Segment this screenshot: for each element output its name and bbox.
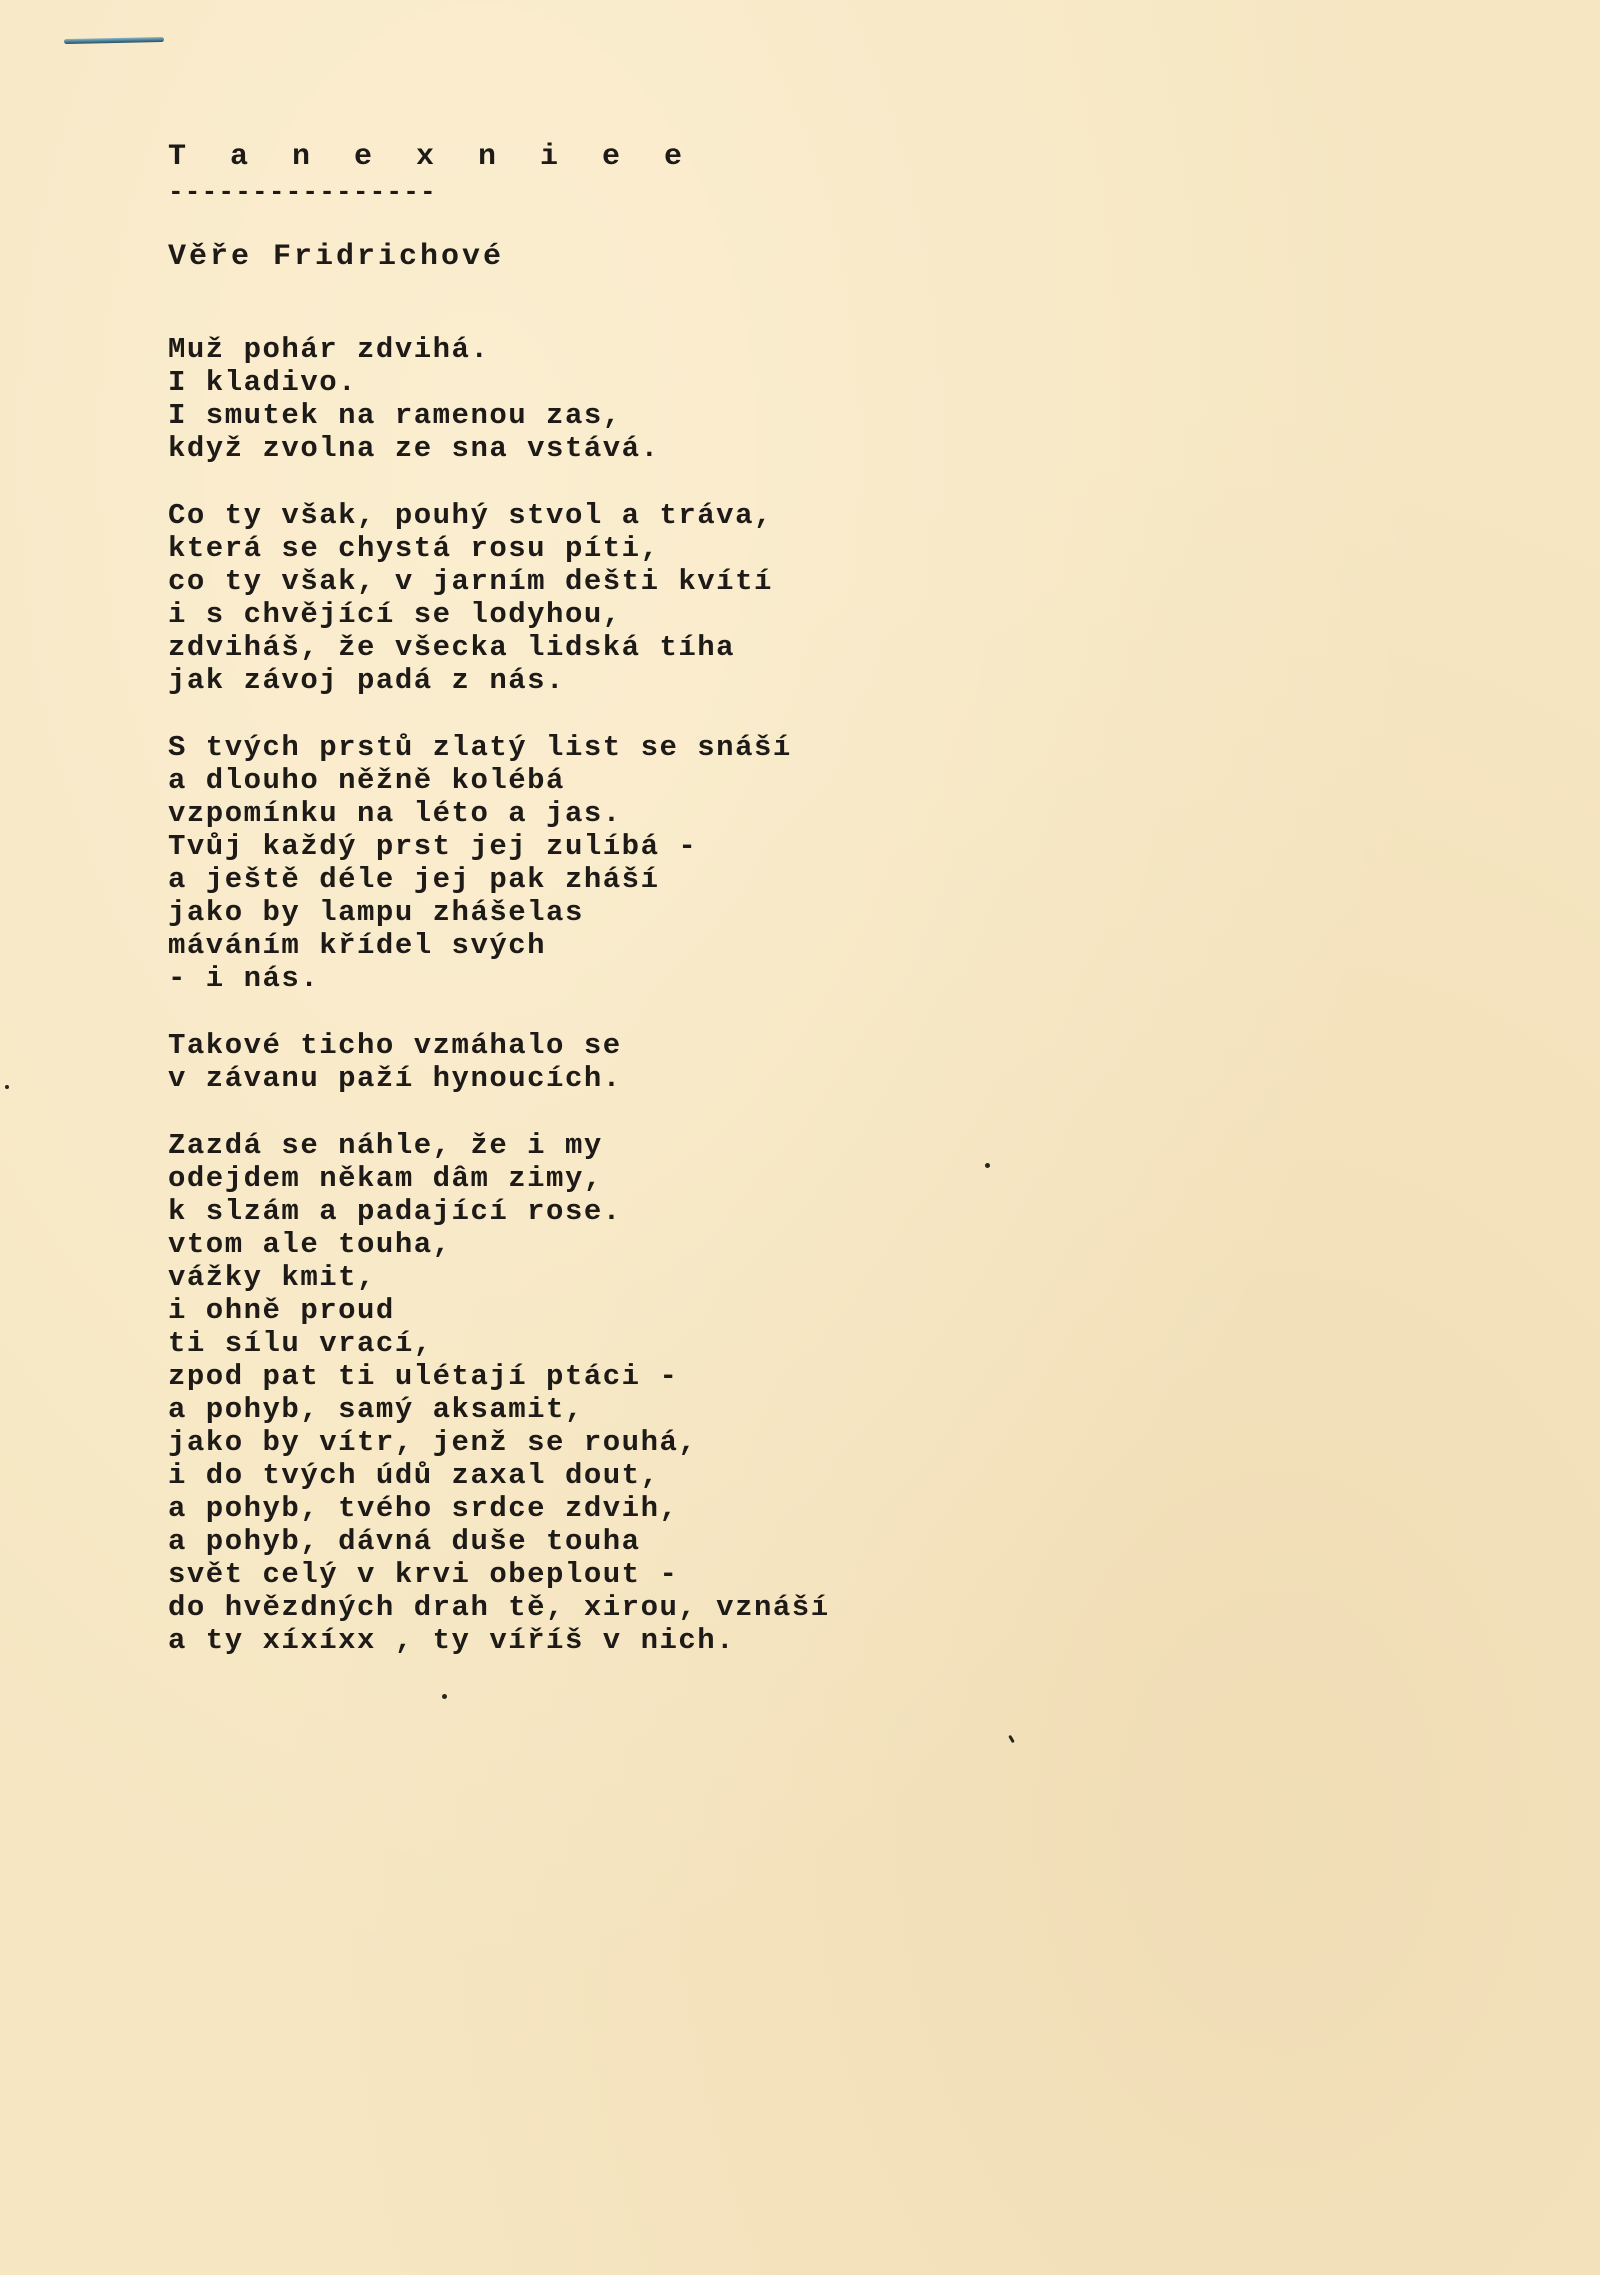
poem-line: a pohyb, tvého srdce zdvih, (168, 1492, 679, 1525)
poem-line: a dlouho něžně kolébá (168, 764, 565, 797)
poem-line: I smutek na ramenou zas, (168, 399, 622, 432)
poem-line: do hvězdných drah tě, xirou, vznáší (168, 1591, 830, 1624)
stanza (168, 1029, 1468, 1095)
poem-line: jako by lampu zhášelas (168, 896, 584, 929)
poem-line: vzpomínku na léto a jas. (168, 797, 622, 830)
poem-line: Co ty však, pouhý stvol a tráva, (168, 499, 773, 532)
poem-line: Tvůj každý prst jej zulíbá - (168, 830, 698, 863)
poem-line: vážky kmit, (168, 1261, 376, 1294)
poem-line: a pohyb, dávná duše touha (168, 1525, 641, 1558)
poem-line: zdviháš, že všecka lidská tíha (168, 631, 736, 664)
poem-line: v závanu paží hynoucích. (168, 1062, 622, 1095)
poem-line: a ty xíxíxx , ty víříš v nich. (168, 1624, 736, 1657)
paper-speck (985, 1163, 990, 1168)
poem-line: a ještě déle jej pak zháší (168, 863, 660, 896)
stanza (168, 333, 1468, 465)
poem-line: odejdem někam dâm zimy, (168, 1162, 603, 1195)
poem-line: ti sílu vrací, (168, 1327, 433, 1360)
poem-line: I kladivo. (168, 366, 358, 399)
poem-line: Takové ticho vzmáhalo se (168, 1029, 622, 1062)
title-underline: ---------------- (168, 177, 437, 207)
poem-line: k slzám a padající rose. (168, 1195, 622, 1228)
stanza (168, 499, 1468, 697)
paper-speck (442, 1694, 447, 1699)
poem-line: jak závoj padá z nás. (168, 664, 565, 697)
poem-line: která se chystá rosu píti, (168, 532, 660, 565)
poem-line: když zvolna ze sna vstává. (168, 432, 660, 465)
poem-title: T a n e x n i e e (168, 140, 696, 174)
poem-line: máváním křídel svých (168, 929, 547, 962)
poem-line: Zazdá se náhle, že i my (168, 1129, 603, 1162)
poem-line: Muž pohár zdvihá. (168, 333, 490, 366)
poem-line: i s chvějící se lodyhou, (168, 598, 622, 631)
stanza (168, 1129, 1468, 1657)
poem-line: svět celý v krvi obeplout - (168, 1558, 679, 1591)
poem-body (168, 333, 1468, 1691)
poem-line: jako by vítr, jenž se rouhá, (168, 1426, 698, 1459)
poem-line: a pohyb, samý aksamit, (168, 1393, 584, 1426)
stanza (168, 731, 1468, 995)
poem-line: vtom ale touha, (168, 1228, 452, 1261)
paper-speck (5, 1085, 9, 1089)
dedication: Věře Fridrichové (168, 240, 505, 274)
poem-line: i ohně proud (168, 1294, 395, 1327)
staple-mark (64, 37, 164, 44)
poem-line: zpod pat ti ulétají ptáci - (168, 1360, 679, 1393)
poem-line: - i nás. (168, 962, 320, 995)
poem-line: i do tvých údů zaxal dout, (168, 1459, 660, 1492)
paper-speck (1008, 1735, 1015, 1743)
poem-line: co ty však, v jarním dešti kvítí (168, 565, 773, 598)
poem-line: S tvých prstů zlatý list se snáší (168, 731, 792, 764)
